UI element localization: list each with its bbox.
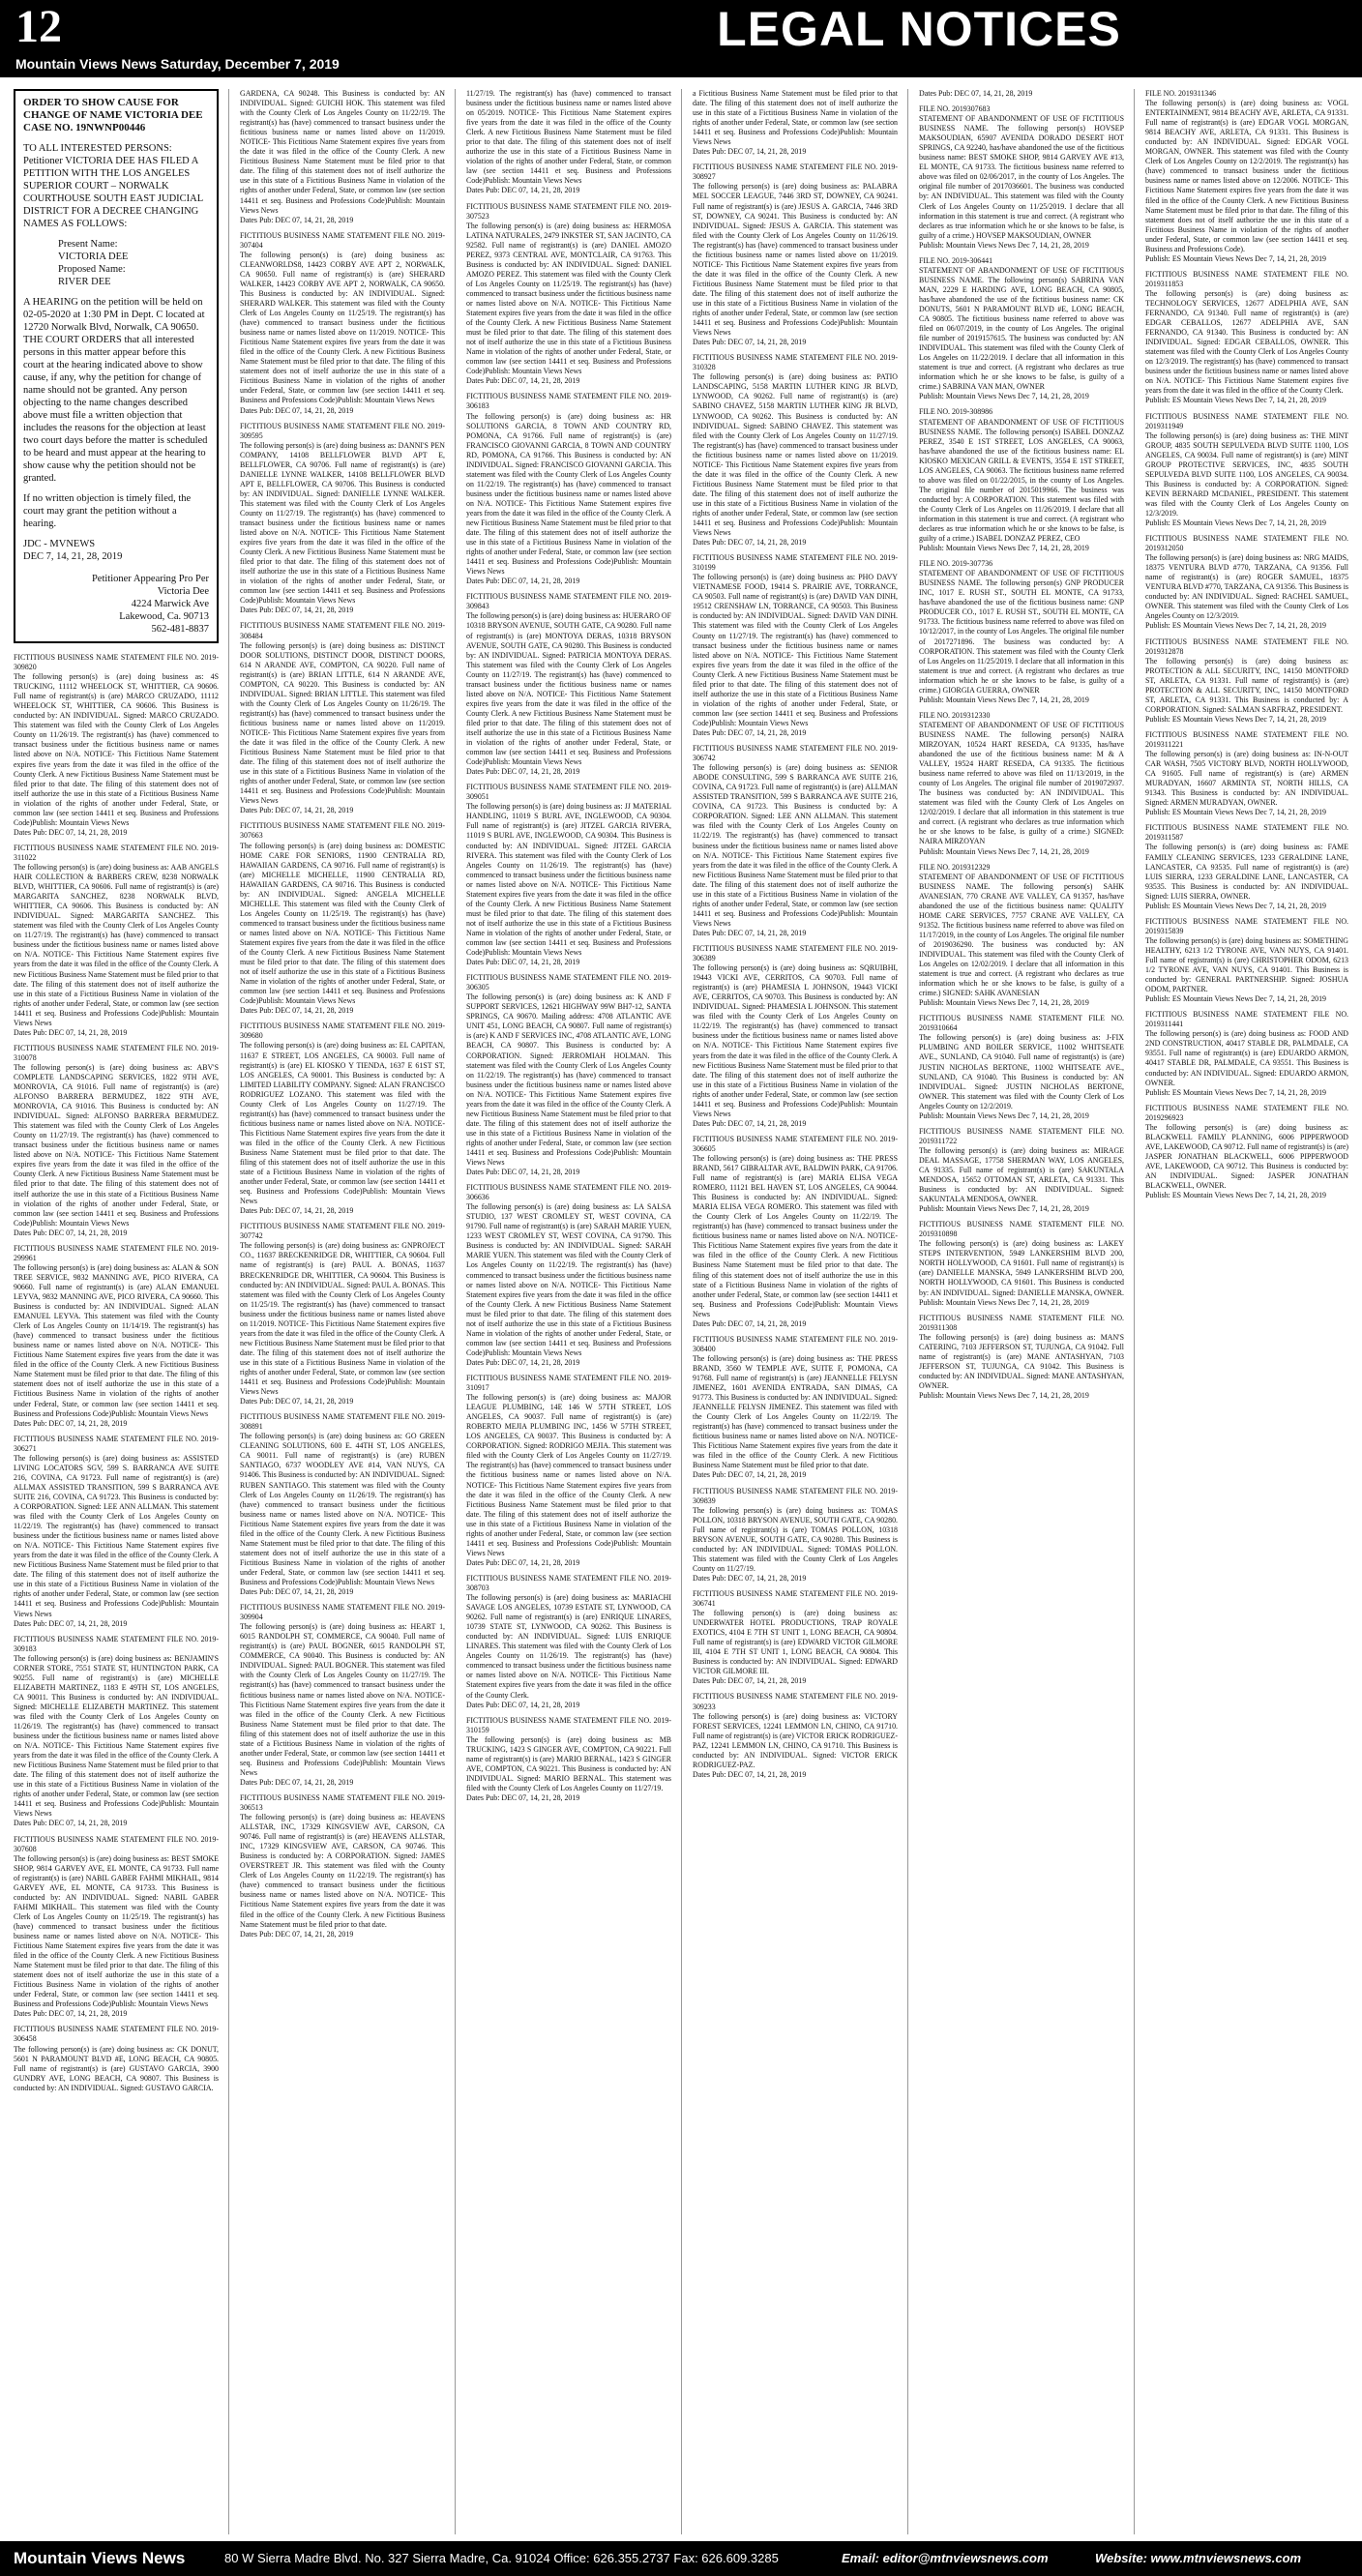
present-name-label: Present Name: <box>58 239 118 250</box>
legal-notice <box>919 1127 1124 1214</box>
page-footer <box>0 2541 1362 2576</box>
notice-pub: Publish: Mountain Views News Dec 7, 14, 21, 28, 2019 <box>919 1204 1089 1214</box>
legal-notice <box>240 1222 445 1406</box>
legal-notice <box>466 592 671 777</box>
notice-pub: Publish: Mountain Views News Dec 7, 14, 21, 28, 2019 <box>919 544 1089 553</box>
notice-columns <box>14 89 1348 2534</box>
notice-pub: Dates Pub: DEC 07, 14, 21, 28, 2019 <box>14 1819 128 1828</box>
notice-title: FICTITIOUS BUSINESS NAME STATEMENT FILE NO. 2019-306605 <box>693 1134 898 1153</box>
notice-pub: Dates Pub: DEC 07, 14, 21, 28, 2019 <box>240 215 354 224</box>
legal-notice <box>466 783 671 967</box>
notice-pub: Dates Pub: DEC 07, 14, 21, 28, 2019 <box>693 1318 807 1328</box>
legal-notice <box>919 1220 1124 1307</box>
notice-pub: Dates Pub: DEC 07, 14, 21, 28, 2019 <box>14 2009 128 2019</box>
notice-title: FICTITIOUS BUSINESS NAME STATEMENT FILE NO. 2019-306183 <box>466 392 671 411</box>
column-3-notices <box>466 89 671 1803</box>
notice-body: The following person(s) is (are) doing business as: CLEANWORLDS8, 14423 CORBY AVE APT 2, NORWALK, CA 90650. Full name of registrant(s) is (are) SHERARD WALKER, 14423 CORBY AVE APT 2, NORWALK, CA 90650. This Business is conducted by: AN INDIVIDUAL. Signed: SHERARD WALKER. This statement was filed with the County Clerk of Los Angeles County on 11/25/19. The registrant(s) has (have) commenced to transact business under the fictitious business name or names listed above on 11/2019. NOTICE- This Fictitious Name Statement expires five years from the date it was filed in the office of the County Clerk. A new Fictitious Business Name Statement must be filed prior to that date. The filing of this statement does not of itself authorize the use in this state of a Fictitious Business Name in violation of the rights of another under Federal, State, or common law (see section 14411 et seq. Business and Professions Code)Publish: Mountain Views News <box>240 250 445 405</box>
notice-body: The following person(s) is (are) doing business as: PALABRA MEL SOCCER LEAGUE, 7446 3RD ST, DOWNEY, CA 90241. Full name of registrant(s) is (are) JESUS A. GARCIA, 7446 3RD ST, DOWNEY, CA 90241. This Business is conducted by: AN INDIVIDUAL. Signed: JESUS A. GARCIA. This statement was filed with the County Clerk of Los Angeles County on 11/26/19. The registrant(s) has (have) commenced to transact business under the fictitious business name or names listed above on 11/2019. NOTICE- This Fictitious Name Statement expires five years from the date it was filed in the office of the County Clerk. A new Fictitious Business Name Statement must be filed prior to that date. The filing of this statement does not of itself authorize the use in this state of a Fictitious Business Name in violation of the rights of another under Federal, State, or common law (see section 14411 et seq. Business and Professions Code)Publish: Mountain Views News <box>693 182 898 338</box>
column-divider <box>907 89 908 2534</box>
notice-pub: Publish: Mountain Views News Dec 7, 14, 21, 28, 2019 <box>919 1110 1089 1120</box>
legal-notice <box>693 1589 898 1686</box>
legal-notice <box>240 89 445 225</box>
column-2 <box>240 89 445 2534</box>
notice-title: FICTITIOUS BUSINESS NAME STATEMENT FILE NO. 2019-309904 <box>240 1603 445 1622</box>
petitioner-phone: 562-481-8837 <box>151 624 209 635</box>
legal-notice <box>240 1412 445 1597</box>
legal-notice <box>1145 637 1348 725</box>
notice-pub: Publish: ES Mountain Views News Dec 7, 14, 21, 28, 2019 <box>1145 994 1326 1004</box>
legal-notice <box>1145 1010 1348 1097</box>
notice-title: FICTITIOUS BUSINESS NAME STATEMENT FILE NO. 2019-306458 <box>14 2025 219 2044</box>
column-5 <box>919 89 1124 2534</box>
petitioner-label: Petitioner Appearing Pro Per <box>91 574 209 584</box>
legal-notice <box>919 256 1124 402</box>
notice-body: The following person(s) is (are) doing business as: PHO DAVY VIETNAMESE FOOD, 19414 S. PRAIRIE AVE, TORRANCE, CA 90503. Full name of registrant(s) is (are) DAVID VAN DINH, 19512 CRENSHAW LN, TORRANCE, CA 90503. This Business is conducted by: AN INDIVIDUAL. Signed: DAVID VAN DINH. This statement was filed with the County Clerk of Los Angeles County on 11/27/19. The registrant(s) has (have) commenced to transact business under the fictitious business name or names listed above on N/A. NOTICE- This Fictitious Name Statement expires five years from the date it was filed in the office of the County Clerk. A new Fictitious Business Name Statement must be filed prior to that date. The filing of this statement does not of itself authorize the use in this state of a Fictitious Business Name in violation of the rights of another under Federal, State, or common law (see section 14411 et seq. Business and Professions Code)Publish: Mountain Views News <box>693 573 898 727</box>
notice-pub: Publish: ES Mountain Views News Dec 7, 14, 21, 28, 2019 <box>1145 621 1326 631</box>
notice-body: STATEMENT OF ABANDONMENT OF USE OF FICTITIOUS BUSINESS NAME. The following person(s) SABRINA VAN MAN, 2229 E HARDING AVE, LONG BEACH, CA 90805, has/have abandoned the use of the fictitious business name: CK DONUTS, 5601 N PARAMOUNT BLVD #E, LONG BEACH, CA 90805. The fictitious business name referred to above was filed on 06/07/2019, in the county of Los Angeles. The original file number of 2019157615. The business was conducted by: AN INDIVIDUAL. This statement was filed with the County Clerk of Los Angeles on 11/22/2019. I declare that all information in this statement is true and correct. (A registrant who declares as true information which he or she knows to be false, is guilty of a crime.) SABRINA VAN MAN, OWNER <box>919 265 1124 392</box>
notice-title: FICTITIOUS BUSINESS NAME STATEMENT FILE NO. 2019311441 <box>1145 1010 1348 1029</box>
notice-pub: Dates Pub: DEC 07, 14, 21, 28, 2019 <box>240 806 354 815</box>
notice-body: The following person(s) is (are) doing business as: SQRUIBHI, 19443 VICKI AVE, CERRITOS, CA 90703. Full name of registrant(s) is (are) PHAMESIA L JOHNSON, 19443 VICKI AVE, CERRITOS, CA 90703. This Business is conducted by: AN INDIVIDUAL. Signed: PHAMESIA L JOHNSON. This statement was filed with the County Clerk of Los Angeles County on 11/22/19. The registrant(s) has (have) commenced to transact business under the fictitious business name or names listed above on N/A. NOTICE- This Fictitious Name Statement expires five years from the date it was filed in the office of the County Clerk. A new Fictitious Business Name Statement must be filed prior to that date. The filing of this statement does not of itself authorize the use in this state of a Fictitious Business Name in violation of the rights of another under Federal, State, or common law (see section 14411 et seq. Business and Professions Code)Publish: Mountain Views News <box>693 963 898 1118</box>
order-heading: ORDER TO SHOW CAUSE FOR CHANGE OF NAME VICTORIA DEE CASE NO. 19NWNP00446 <box>23 97 203 133</box>
notice-body: The following person(s) is (are) doing business as: FOOD AND 2ND CONSTRUCTION, 40417 STABLE DR, PALMDALE, CA 93551. Full name of registrant(s) is (are) EDUARDO ARMON, 40417 STABLE DR, PALMDALE, CA 93551. This Business is conducted by: AN INDIVIDUAL. Signed: EDUARDO ARMON, OWNER. <box>1145 1029 1348 1087</box>
notice-title: FICTITIOUS BUSINESS NAME STATEMENT FILE NO. 2019-309680 <box>240 1022 445 1041</box>
legal-notice <box>240 621 445 815</box>
legal-notice <box>1145 1104 1348 1200</box>
notice-pub: Dates Pub: DEC 07, 14, 21, 28, 2019 <box>240 1206 354 1216</box>
legal-notice <box>919 711 1124 857</box>
page-number: 12 <box>15 1 62 52</box>
notice-body: The following person(s) is (are) doing business as: LAKEY STEPS INTERVENTION, 5949 LANKERSHIM BLVD 200, NORTH HOLLYWOOD, CA 91601. Full name of registrant(s) is (are) DANIELLE MANSKA, 5949 LANKERSHIM BLVD 200, NORTH HOLLYWOOD, CA 91601. This Business is conducted by: AN INDIVIDUAL. Signed: DANIELLE MANSKA, OWNER. <box>919 1239 1124 1297</box>
notice-pub: Publish: Mountain Views News Dec 7, 14, 21, 28, 2019 <box>919 998 1089 1008</box>
notice-pub: Dates Pub: DEC 07, 14, 21, 28, 2019 <box>693 928 807 937</box>
notice-pub: Dates Pub: DEC 07, 14, 21, 28, 2019 <box>14 1027 128 1037</box>
notice-body: 11/27/19. The registrant(s) has (have) commenced to transact business under the fictitious business name or names listed above on 05/2019. NOTICE- This Fictitious Name Statement expires five years from the date it was filed in the office of the County Clerk. A new Fictitious Business Name Statement must be filed prior to that date. The filing of this statement does not of itself authorize the use in this state of a Fictitious Business Name in violation of the rights of another under Federal, State, or common law (see section 14411 et seq. Business and Professions Code)Publish: Mountain Views News <box>466 89 671 186</box>
column-5-notices <box>919 89 1124 1401</box>
legal-notice <box>1145 412 1348 529</box>
notice-body: The following person(s) is (are) doing business as: 4S TRUCKING, 11112 WHEELOCK ST, WHITTIER, CA 90606. Full name of registrant(s) is (are) MARCO CRUZADO, 11112 WHEELOCK ST, WHITTIER, CA 90606. This Business is conducted by: AN INDIVIDUAL. Signed: MARCO CRUZADO. This statement was filed with the County Clerk of Los Angeles County on 11/26/19. The registrant(s) has (have) commenced to transact business under the fictitious business name or names listed above on N/A. NOTICE- This Fictitious Name Statement expires five years from the date it was filed in the office of the County Clerk. A new Fictitious Business Name Statement must be filed prior to that date. The filing of this statement does not of itself authorize the use in this state of a Fictitious Business Name in violation of the rights of another under Federal, State, or common law (see section 14411 et seq. Business and Professions Code)Publish: Mountain Views News <box>14 672 219 827</box>
legal-notice <box>919 1014 1124 1121</box>
notice-pub: Dates Pub: DEC 07, 14, 21, 28, 2019 <box>693 1769 807 1779</box>
legal-notice <box>14 653 219 838</box>
legal-notice <box>1145 534 1348 631</box>
notice-body: The following person(s) is (are) doing business as: LA SALSA STUDIO, 137 WEST CROMLEY ST, WEST COVINA, CA 91790. Full name of registrant(s) is (are) SARAH MARIE YUEN, 1233 WEST CROMLEY ST, WEST COVINA, CA 91790. This Business is conducted by: AN INDIVIDUAL. Signed: SARAH MARIE YUEN. This statement was filed with the County Clerk of Los Angeles County on 11/22/19. The registrant(s) has (have) commenced to transact business under the fictitious business name or names listed above on N/A. NOTICE- This Fictitious Name Statement expires five years from the date it was filed in the office of the County Clerk. A new Fictitious Business Name Statement must be filed prior to that date. The filing of this statement does not of itself authorize the use in this state of a Fictitious Business Name in violation of the rights of another under Federal, State, or common law (see section 14411 et seq. Business and Professions Code)Publish: Mountain Views News <box>466 1202 671 1357</box>
legal-notice <box>1145 89 1348 264</box>
column-4 <box>693 89 898 2534</box>
column-2-notices <box>240 89 445 1939</box>
notice-pub: Publish: ES Mountain Views News Dec 7, 14, 21, 28, 2019 <box>1145 714 1326 724</box>
notice-body: The following person(s) is (are) doing business as: CK DONUT, 5601 N PARAMOUNT BLVD #E, LONG BEACH, CA 90805. Full name of registrant(s) is (are) GUSTAVO GARCIA, 3900 GUNDRY AVE, LONG BEACH, CA 90807. This Business is conducted by: AN INDIVIDUAL. Signed: GUSTAVO GARCIA. <box>14 2044 219 2092</box>
notice-title: FICTITIOUS BUSINESS NAME STATEMENT FILE NO. 2019-310078 <box>14 1043 219 1062</box>
notice-title: FICTITIOUS BUSINESS NAME STATEMENT FILE NO. 2019-308400 <box>693 1334 898 1353</box>
notice-title: FICTITIOUS BUSINESS NAME STATEMENT FILE NO. 2019-306305 <box>466 973 671 992</box>
legal-notice <box>240 422 445 616</box>
notice-pub: Publish: ES Mountain Views News Dec 7, 14, 21, 28, 2019 <box>1145 518 1326 528</box>
notice-body: The following person(s) is (are) doing business as: J-FIX PLUMBING AND BOILER SERVICE, 11002 WHITSEATE AVE., SUNLAND, CA 91040. Full name of registrant(s) is (are) JUSTIN NICHOLAS BERTONE, 11002 WHITSEATE AVE., SUNLAND, CA 91040. This Business is conducted by: AN INDIVIDUAL. Signed: JUSTIN NICHOLAS BERTONE, OWNER. This statement was filed with the County Clerk of Los Angeles County on 12/2/2019. <box>919 1033 1124 1110</box>
notice-title: FICTITIOUS BUSINESS NAME STATEMENT FILE NO. 2019-309820 <box>14 653 219 672</box>
legal-notice <box>466 392 671 586</box>
notice-title: FICTITIOUS BUSINESS NAME STATEMENT FILE NO. 2019-306741 <box>693 1588 898 1609</box>
petitioner-address-1: 4224 Marwick Ave <box>131 599 209 609</box>
notice-body: The following person(s) is (are) doing business as: BENJAMIN'S CORNER STORE, 7551 STATE ST, HUNTINGTON PARK, CA 90255. Full name of registrant(s) is (are) MICHELLE ELIZABETH MARTINEZ, 1183 E 49TH ST, LOS ANGELES, CA 90011. This Business is conducted by: AN INDIVIDUAL. Signed: MICHELLE ELIZABETH MARTINEZ. This statement was filed with the County Clerk of Los Angeles County on 11/26/19. The registrant(s) has (have) commenced to transact business under the fictitious business name or names listed above on N/A. NOTICE- This Fictitious Name Statement expires five years from the date it was filed in the office of the County Clerk. A new Fictitious Business Name Statement must be filed prior to that date. The filing of this statement does not of itself authorize the use in this state of a Fictitious Business Name in violation of the rights of another under Federal, State, or common law (see section 14411 et seq. Business and Professions Code)Publish: Mountain Views News <box>14 1653 219 1819</box>
notice-body: STATEMENT OF ABANDONMENT OF USE OF FICTITIOUS BUSINESS NAME. The following person(s) GNP PRODUCER INC, 1017 E. RUSH ST., SOUTH EL MONTE, CA 91733, has/have abandoned the use of the fictitious business name: GNP PRODUCER CO., 1017 E. RUSH ST., SOUTH EL MONTE, CA 91733. The fictitious business name referred to above was filed on 10/12/2017, in the county of Los Angeles. The original file number of 2017271896. The business was conducted by: A CORPORATION. This statement was filed with the County Clerk of Los Angeles on 11/25/2019. I declare that all information in this statement is true and correct. (A registrant who declares as true information which he or she knows to be false, is guilty of a crime.) GIORGIA GUERRA, OWNER <box>919 569 1124 695</box>
notice-title: FILE NO. 2019-307736 <box>919 559 993 569</box>
footer-address: 80 W Sierra Madre Blvd. No. 327 Sierra Madre, Ca. 91024 Office: 626.355.2737 Fax: 626.609.3285 <box>224 2551 779 2565</box>
legal-notice <box>693 744 898 938</box>
notice-pub: Dates Pub: DEC 07, 14, 21, 28, 2019 <box>14 1228 128 1237</box>
notice-body: The following person(s) is (are) doing business as: EL CAPITAN, 11637 E STREET, LOS ANGELES, CA 90003. Full name of registrant(s) is (are) EL KIOSKO Y TIENDA, 1637 E 61ST ST, LOS ANGELES, CA 90001. This Business is conducted by: A LIMITED LIABILITY COMPANY. Signed: ALAN FRANCISCO RODRIGUEZ LOZANO. This statement was filed with the County Clerk of Los Angeles County on 11/27/19. The registrant(s) has (have) commenced to transact business under the fictitious business name or names listed above on N/A. NOTICE- This Fictitious Name Statement expires five years from the date it was filed in the office of the County Clerk. A new Fictitious Business Name Statement must be filed prior to that date. The filing of this statement does not of itself authorize the use in this state of a Fictitious Business Name in violation of the rights of another under Federal, State, or common law (see section 14411 et seq. Business and Professions Code)Publish: Mountain Views News <box>240 1041 445 1206</box>
notice-body: STATEMENT OF ABANDONMENT OF USE OF FICTITIOUS BUSINESS NAME. The following person(s) HOVSEP MAKSOUDIAN, 65907 AVENIDA DORADO DESERT HOT SPRINGS, CA 92240, has/have abandoned the use of the fictitious business name: BEST SMOKE SHOP, 9814 GARVEY AVE #13, EL MONTE, CA 91733. The fictitious business name referred to above was filed on 02/06/2017, in the county of Los Angeles. The original file number of 2017036601. The business was conducted by: AN INDIVIDUAL. This statement was filed with the County Clerk of Los Angeles County on 11/25/2019. I declare that all information in this statement is true and correct. (A registrant who declares as true information which he or she knows to be false, is guilty of a crime.) HOVSEP MAKSOUDIAN, OWNER <box>919 114 1124 240</box>
notice-pub: Dates Pub: DEC 07, 14, 21, 28, 2019 <box>240 1929 354 1939</box>
notice-title: FILE NO. 2019-306441 <box>919 255 993 265</box>
dateline: Mountain Views News Saturday, December 7, 2019 <box>15 56 340 72</box>
notice-body: The following person(s) is (are) doing business as: UNDERWATER HOTEL PRODUCTIONS, TRAP ROYALE EXOTICS, 4104 E 7TH ST UNIT 1, LONG BEACH, CA 90804. Full name of registrant(s) is (are) EDWARD VICTOR GILMORE III, 4104 E 7TH ST UNIT 1, LONG BEACH, CA 90804. This Business is conducted by: AN INDIVIDUAL. Signed: EDWARD VICTOR GILMORE III. <box>693 1609 898 1676</box>
notice-title: FICTITIOUS BUSINESS NAME STATEMENT FILE NO. 2019-308484 <box>240 621 445 640</box>
legal-notice <box>466 1574 671 1710</box>
notice-title: FICTITIOUS BUSINESS NAME STATEMENT FILE NO. 2019311221 <box>1145 729 1348 749</box>
notice-title: FICTITIOUS BUSINESS NAME STATEMENT FILE NO. 2019311587 <box>1145 823 1348 843</box>
legal-notice <box>693 89 898 157</box>
notice-title: FICTITIOUS BUSINESS NAME STATEMENT FILE NO. 2019310664 <box>919 1014 1124 1033</box>
notice-pub: Publish: Mountain Views News Dec 7, 14, 21, 28, 2019 <box>919 392 1089 401</box>
notice-pub: Publish: ES Mountain Views News Dec 7, 14, 21, 28, 2019 <box>1145 808 1326 817</box>
notice-title: FICTITIOUS BUSINESS NAME STATEMENT FILE NO. 2019-309595 <box>240 421 445 440</box>
notice-pub: Dates Pub: DEC 07, 14, 21, 28, 2019 <box>693 1118 807 1128</box>
notice-title: FICTITIOUS BUSINESS NAME STATEMENT FILE NO. 2019-299961 <box>14 1243 219 1262</box>
legal-notice <box>14 1835 219 2020</box>
legal-notice <box>919 104 1124 251</box>
legal-notice <box>693 1692 898 1779</box>
notice-title: FILE NO. 2019311346 <box>1145 89 1217 98</box>
notice-body: The following person(s) is (are) doing business as: MAJOR LEAGUE PLUMBING, 14E 146 W 57TH STREET, LOS ANGELES, CA 90037. Full name of registrant(s) is (are) ROBERTO MEJIA PLUMBING INC, 1456 W 57TH STREET, LOS ANGELES, CA 90037. This Business is conducted by: A CORPORATION. Signed: RODRIGO MEJIA. This statement was filed with the County Clerk of Los Angeles County on 11/27/19. The registrant(s) has (have) commenced to transact business under the fictitious business name or names listed above on N/A. NOTICE- This Fictitious Name Statement expires five years from the date it was filed in the office of the County Clerk. A new Fictitious Business Name Statement must be filed prior to that date. The filing of this statement does not of itself authorize the use in this state of a Fictitious Business Name in violation of the rights of another under Federal, State, or common law (see section 14411 et seq. Business and Professions Code)Publish: Mountain Views News <box>466 1393 671 1557</box>
notice-pub: Publish: ES Mountain Views News Dec 7, 14, 21, 28, 2019 <box>1145 253 1326 263</box>
notice-body: The following person(s) is (are) doing business as: THE PRESS BRAND, 5617 GIBRALTAR AVE, BALDWIN PARK, CA 91706. Full name of registrant(s) is (are) MARIA ELISA VEGA ROMERO, 11121 BEL HAVEN ST, LOS ANGELES, CA 90044. This Business is conducted by: AN INDIVIDUAL. Signed: MARIA ELISA VEGA ROMERO. This statement was filed with the County Clerk of Los Angeles County on 11/22/19. The registrant(s) has (have) commenced to transact business under the fictitious business name or names listed above on N/A. NOTICE- This Fictitious Name Statement expires five years from the date it was filed in the office of the County Clerk. A new Fictitious Business Name Statement must be filed prior to that date. The filing of this statement does not of itself authorize the use in this state of a Fictitious Business Name in violation of the rights of another under Federal, State, or common law (see section 14411 et seq. Business and Professions Code)Publish: Mountain Views News <box>693 1153 898 1318</box>
section-banner: LEGAL NOTICES <box>717 2 1121 56</box>
legal-notice <box>466 1183 671 1368</box>
notice-body: The following person(s) is (are) doing business as: FAME FAMILY CLEANING SERVICES, 1233 GERALDINE LANE, LANCASTER, CA 93535. Full name of registrant(s) is (are) LUIS SIERRA, 1233 GERALDINE LANE, LANCASTER, CA 93535. This Business is conducted by: AN INDIVIDUAL. Signed: LUIS SIERRA, OWNER. <box>1145 843 1348 901</box>
notice-title: FILE NO. 2019307683 <box>919 104 991 114</box>
notice-title: FICTITIOUS BUSINESS NAME STATEMENT FILE NO. 2019-309843 <box>466 592 671 611</box>
page-header <box>0 0 1362 77</box>
legal-notice <box>240 1022 445 1216</box>
notice-body: GARDENA, CA 90248. This Business is conducted by: AN INDIVIDUAL. Signed: GUICHI HOK. This statement was filed with the County Clerk of Los Angeles County on 11/22/19. The registrant(s) has (have) commenced to transact business under the fictitious business name or names listed above on 11/2019. NOTICE- This Fictitious Name Statement expires five years from the date it was filed in the office of the County Clerk. A new Fictitious Business Name Statement must be filed prior to that date. The filing of this statement does not of itself authorize the use in this state of a Fictitious Business Name in violation of the rights of another under Federal, State, or common law (see section 14411 et seq. Business and Professions Code)Publish: Mountain Views News <box>240 89 445 215</box>
notice-body: a Fictitious Business Name Statement must be filed prior to that date. The filing of this statement does not of itself authorize the use in this state of a Fictitious Business Name in violation of the rights of another under Federal, State, or common law (see section 14411 et seq. Business and Professions Code)Publish: Mountain Views News <box>693 89 898 147</box>
legal-notice <box>240 231 445 416</box>
notice-title: FICTITIOUS BUSINESS NAME STATEMENT FILE NO. 2019-309183 <box>14 1634 219 1653</box>
notice-body: The following person(s) is (are) doing business as: MAN'S CATERING, 7103 JEFFERSON ST, TUJUNGA, CA 91042. Full name of registrant(s) is (are) MANE ANTASHYAN, 7103 JEFFERSON ST, TUJUNGA, CA 91042. This Business is conducted by: AN INDIVIDUAL. Signed: MANE ANTASHYAN, OWNER. <box>919 1332 1124 1390</box>
column-divider <box>455 89 456 2534</box>
notice-pub: Publish: Mountain Views News Dec 7, 14, 21, 28, 2019 <box>919 695 1089 704</box>
notice-body: The following person(s) is (are) doing business as: ASSISTED LIVING LOCATORS SGV, 599 S. BARRANCA AVE SUITE 216, COVINA, CA 91723. Full name of registrant(s) is (are) ALLMAX ASSISTED TRANSITION, 599 S BARRANCA AVE SUITE 216, COVINA, CA 91723. This Business is conducted by: A CORPORATION. Signed: LEE ANN ALLMAN. This statement was filed with the County Clerk of Los Angeles County on 11/22/19. The registrant(s) has (have) commenced to transact business under the fictitious business name or names listed above on N/A. NOTICE- This Fictitious Name Statement expires five years from the date it was filed in the office of the County Clerk. A new Fictitious Business Name Statement must be filed prior to that date. The filing of this statement does not of itself authorize the use in this state of a Fictitious Business Name in violation of the rights of another under Federal, State, or common law (see section 14411 et seq. Business and Professions Code)Publish: Mountain Views News <box>14 1453 219 1618</box>
order-dates: DEC 7, 14, 21, 28, 2019 <box>23 551 123 562</box>
notice-title: FICTITIOUS BUSINESS NAME STATEMENT FILE NO. 2019-306389 <box>693 943 898 963</box>
notice-title: FICTITIOUS BUSINESS NAME STATEMENT FILE NO. 2019-310328 <box>693 353 898 372</box>
notice-body: The following person(s) is (are) doing business as: BLACKWELL FAMILY PLANNING, 6006 PIPPERWOOD AVE, LAKEWOOD, CA 90712. Full name of registrant(s) is (are) JASPER JONATHAN BLACKWELL, 6006 PIPPERWOOD AVE, LAKEWOOD, CA 90712. This Business is conducted by: AN INDIVIDUAL. Signed: JASPER JONATHAN BLACKWELL, OWNER. <box>1145 1122 1348 1191</box>
notice-body: The following person(s) is (are) doing business as: TOMAS POLLON, 10318 BRYSON AVENUE, SOUTH GATE, CA 90280. Full name of registrant(s) is (are) TOMAS POLLON, 10318 BRYSON AVENUE, SOUTH GATE, CA 90280. This Business is conducted by: AN INDIVIDUAL. Signed: TOMAS POLLON. This statement was filed with the County Clerk of Los Angeles County on 11/27/19. <box>693 1505 898 1573</box>
notice-body: The following person(s) is (are) doing business as: HEART 1, 6015 RANDOLPH ST, COMMERCE, CA 90040. Full name of registrant(s) is (are) PAUL BOGNER, 6015 RANDOLPH ST, COMMERCE, CA 90040. This Business is conducted by: AN INDIVIDUAL. Signed: PAUL BOGNER. This statement was filed with the County Clerk of Los Angeles County on 11/27/19. The registrant(s) has (have) commenced to transact business under the fictitious business name or names listed above on N/A. NOTICE- This Fictitious Name Statement expires five years from the date it was filed in the office of the County Clerk. A new Fictitious Business Name Statement must be filed prior to that date. The filing of this statement does not of itself authorize the use in this state of a Fictitious Business Name in violation of the rights of another under Federal, State, or common law (see section 14411 et seq. Business and Professions Code)Publish: Mountain Views News <box>240 1622 445 1777</box>
notice-body: The following person(s) is (are) doing business as: BEST SMOKE SHOP, 9814 GARVEY AVE, EL MONTE, CA 91733. Full name of registrant(s) is (are) NABIL GABER FAHMI MIKHAIL, 9814 GARVEY AVE, EL MONTE, CA 91733. This Business is conducted by: AN INDIVIDUAL. Signed: NABIL GABER FAHMI MIKHAIL. This statement was filed with the County Clerk of Los Angeles County on 11/25/19. The registrant(s) has (have) commenced to transact business under the fictitious business name or names listed above on N/A. NOTICE- This Fictitious Name Statement expires five years from the date it was filed in the office of the County Clerk. A new Fictitious Business Name Statement must be filed prior to that date. The filing of this statement does not of itself authorize the use in this state of a Fictitious Business Name in violation of the rights of another under Federal, State, or common law (see section 14411 et seq. Business and Professions Code)Publish: Mountain Views News <box>14 1853 219 2009</box>
notice-title: FICTITIOUS BUSINESS NAME STATEMENT FILE NO. 2019310898 <box>919 1220 1124 1239</box>
notice-title: FICTITIOUS BUSINESS NAME STATEMENT FILE NO. 2019311722 <box>919 1126 1124 1145</box>
notice-body: The following person(s) is (are) doing business as: PROTECTION & ALL SECURITY, INC, 14150 MONTFORD ST, ARLETA, CA 91331. Full name of registrant(s) is (are) PROTECTION & ALL SECURITY, INC, 14150 MONTFORD ST, ARLETA, CA 91331. This Business is conducted by: A CORPORATION. Signed: SALMAN SARFRAZ, PRESIDENT. <box>1145 656 1348 714</box>
notice-pub: Dates Pub: DEC 07, 14, 21, 28, 2019 <box>240 1587 354 1597</box>
notice-title: FILE NO. 2019312330 <box>919 710 991 720</box>
legal-notice <box>919 1314 1124 1401</box>
notice-pub: Publish: Mountain Views News Dec 7, 14, 21, 28, 2019 <box>919 1391 1089 1400</box>
column-divider <box>681 89 682 2534</box>
proposed-name-label: Proposed Name: <box>58 264 126 275</box>
notice-title: FICTITIOUS BUSINESS NAME STATEMENT FILE NO. 2019-310159 <box>466 1715 671 1734</box>
legal-notice <box>14 1044 219 1238</box>
notice-title: FILE NO. 2019-308986 <box>919 407 993 417</box>
legal-notice <box>1145 730 1348 817</box>
notice-title: FICTITIOUS BUSINESS NAME STATEMENT FILE NO. 2019-307404 <box>240 230 445 250</box>
notice-body: The following person(s) is (are) doing business as: NRG MAIDS, 18375 VENTURA BLVD #770, TARZANA, CA 91356. Full name of registrant(s) is (are) ROGER SAMUEL, 18375 VENTURA BLVD #770, TARZANA, CA 91356. This Business is conducted by: AN INDIVIDUAL. Signed: RACHEL SAMUEL, OWNER. This statement was filed with the County Clerk of Los Angeles County on 12/3/2019. <box>1145 553 1348 621</box>
notice-body: The following person(s) is (are) doing business as: GO GREEN CLEANING SOLUTIONS, 600 E. 44TH ST, LOS ANGELES, CA 90011. Full name of registrant(s) is (are) RUBEN SANTIAGO, 6737 WOODLEY AVE #14, VAN NUYS, CA 91406. This Business is conducted by: AN INDIVIDUAL. Signed: RUBEN SANTIAGO. This statement was filed with the County Clerk of Los Angeles County on 11/26/19. The registrant(s) has (have) commenced to transact business under the fictitious business name or names listed above on N/A. NOTICE- This Fictitious Name Statement expires five years from the date it was filed in the office of the County Clerk. A new Fictitious Business Name Statement must be filed prior to that date. The filing of this statement does not of itself authorize the use in this state of a Fictitious Business Name in violation of the rights of another under Federal, State, or common law (see section 14411 et seq. Business and Professions Code)Publish: Mountain Views News <box>240 1432 445 1586</box>
legal-notice <box>693 1335 898 1481</box>
notice-title: FICTITIOUS BUSINESS NAME STATEMENT FILE NO. 2019-309839 <box>693 1486 898 1505</box>
notice-title: FICTITIOUS BUSINESS NAME STATEMENT FILE NO. 2019-310199 <box>693 553 898 573</box>
notice-title: FICTITIOUS BUSINESS NAME STATEMENT FILE NO. 2019-306513 <box>240 1792 445 1813</box>
notice-title: FICTITIOUS BUSINESS NAME STATEMENT FILE NO. 2019315839 <box>1145 916 1348 935</box>
footer-website[interactable]: Website: www.mtnviewsnews.com <box>1095 2551 1302 2565</box>
notice-body: The following person(s) is (are) doing business as: THE MINT GROUP, 4835 SOUTH SEPULVEDA BLVD SUITE 1100, LOS ANGELES, CA 90034. Full name of registrant(s) is (are) MINT GROUP PROTECTIVE SERVICES, INC, 4835 SOUTH SEPULVEDA BLVD SUITE 1100, LOS ANGELES, CA 90034. This Business is conducted by: A CORPORATION. Signed: KEVIN BERNARD MCDANIEL, PRESIDENT. This statement was filed with the County Clerk of Los Angeles County on 12/3/2019. <box>1145 430 1348 518</box>
notice-body: The following person(s) is (are) doing business as: HUERARO OF 10318 BRYSON AVENUE, SOUTH GATE, CA 90280. Full name of registrant(s) is (are) MONTOYA DERAS, 10318 BRYSON AVENUE, SOUTH GATE, CA 90280. This Business is conducted by: AN INDIVIDUAL. Signed: PATRICIA MONTOYA DERAS. This statement was filed with the County Clerk of Los Angeles County on 11/27/19. The registrant(s) has (have) commenced to transact business under the fictitious business name or names listed above on N/A. NOTICE- This Fictitious Name Statement expires five years from the date it was filed in the office of the County Clerk. A new Fictitious Business Name Statement must be filed prior to that date. The filing of this statement does not of itself authorize the use in this state of a Fictitious Business Name in violation of the rights of another under Federal, State, or common law (see section 14411 et seq. Business and Professions Code)Publish: Mountain Views News <box>466 611 671 767</box>
column-1 <box>14 89 219 2534</box>
notice-pub: Publish: ES Mountain Views News Dec 7, 14, 21, 28, 2019 <box>1145 396 1326 405</box>
notice-body: The following person(s) is (are) doing business as: VOGL ENTERTAINMENT, 9814 BEACHY AVE, ARLETA, CA 91331. Full name of registrant(s) is (are) EDGAR VOGL MORGAN, 9814 BEACHY AVE, ARLETA, CA 91331. This Business is conducted by: AN INDIVIDUAL. Signed: EDGAR VOGL MORGAN, OWNER. This statement was filed with the County Clerk of Los Angeles County on 12/2/2019. The registrant(s) has (have) commenced to transact business under the fictitious business name or names listed above on 12/2006. NOTICE- This Fictitious Name Statement expires five years from the date it was filed in the office of the County Clerk. A new Fictitious Business Name Statement must be filed prior to that date. The filing of this statement does not of itself authorize the use in this state of a Fictitious Business Name in violation of the rights of another under Federal, State, or common law (see section 14411 et seq. Business and Professions Code). <box>1145 99 1348 253</box>
notice-body: The following person(s) is (are) doing business as: MB TRUCKING, 1423 S GINGER AVE, COMPTON, CA 90221. Full name of registrant(s) is (are) MARIO BERNAL, 1423 S GINGER AVE, COMPTON, CA 90221. This Business is conducted by: AN INDIVIDUAL. Signed: MARIO BERNAL. This statement was filed with the County Clerk of Los Angeles County on 11/27/19. <box>466 1734 671 1792</box>
notice-pub: Dates Pub: DEC 07, 14, 21, 28, 2019 <box>693 538 807 548</box>
present-name: VICTORIA DEE <box>58 252 129 262</box>
notice-title: FICTITIOUS BUSINESS NAME STATEMENT FILE NO. 2019-310917 <box>466 1374 671 1393</box>
notice-title: FICTITIOUS BUSINESS NAME STATEMENT FILE NO. 2019-307742 <box>240 1222 445 1241</box>
notice-body: The following person(s) is (are) doing business as: GNPROJECT CO., 11637 BRECKENRIDGE DR, WHITTIER, CA 90604. Full name of registrant(s) is (are) PAUL A. BONAS, 11637 BRECKENRIDGE DR, WHITTIER, CA 90604. This Business is conducted by: AN INDIVIDUAL. Signed: PAUL A. BONAS. This statement was filed with the County Clerk of Los Angeles County on 11/25/19. The registrant(s) has (have) commenced to transact business under the fictitious business name or names listed above on 11/2019. NOTICE- This Fictitious Name Statement expires five years from the date it was filed in the office of the County Clerk. A new Fictitious Business Name Statement must be filed prior to that date. The filing of this statement does not of itself authorize the use in this state of a Fictitious Business Name in violation of the rights of another under Federal, State, or common law (see section 14411 et seq. Business and Professions Code)Publish: Mountain Views News <box>240 1241 445 1397</box>
notice-title: FICTITIOUS BUSINESS NAME STATEMENT FILE NO. 2019311949 <box>1145 411 1348 430</box>
notice-pub: Publish: ES Mountain Views News Dec 7, 14, 21, 28, 2019 <box>1145 1087 1326 1097</box>
notice-pub: Dates Pub: DEC 07, 14, 21, 28, 2019 <box>466 1357 580 1367</box>
notice-body: The following person(s) is (are) doing business as: AAB ANGELS HAIR COLLECTION & BARBERS CREW, 8238 NORWALK BLVD, WHITTIER, CA 90606. Full name of registrant(s) is (are) MARGARITA SANCHEZ, 8238 NORWALK BLVD, WHITTIER, CA 90606. This Business is conducted by: AN INDIVIDUAL. Signed: MARGARITA SANCHEZ. This statement was filed with the County Clerk of Los Angeles County on 11/27/19. The registrant(s) has (have) commenced to transact business under the fictitious business name or names listed above on N/A. NOTICE- This Fictitious Name Statement expires five years from the date it was filed in the office of the County Clerk. A new Fictitious Business Name Statement must be filed prior to that date. The filing of this statement does not of itself authorize the use in this state of a Fictitious Business Name in violation of the rights of another under Federal, State, or common law (see section 14411 et seq. Business and Professions Code)Publish: Mountain Views News <box>14 862 219 1027</box>
notice-body: The following person(s) is (are) doing business as: IN-N-OUT CAR WASH, 7505 VICTORY BLVD, NORTH HOLLYWOOD, CA 91605. Full name of registrant(s) is (are) ARMEN MURADYAN, 16607 ARMINTA ST, NORTH HILLS, CA 91343. This Business is conducted by: AN INDIVIDUAL. Signed: ARMEN MURADYAN, OWNER. <box>1145 750 1348 808</box>
notice-body: The following person(s) is (are) doing business as: JJ MATERIAL HANDLING, 11019 S BURL AVE, INGLEWOOD, CA 90304. Full name of registrant(s) is (are) JITZEL GARCIA RIVERA, 11019 S BURL AVE, INGLEWOOD, CA 90304. This Business is conducted by: AN INDIVIDUAL. Signed: JITZEL GARCIA RIVERA. This statement was filed with the County Clerk of Los Angeles County on 11/26/19. The registrant(s) has (have) commenced to transact business under the fictitious business name or names listed above on N/A. NOTICE- This Fictitious Name Statement expires five years from the date it was filed in the office of the County Clerk. A new Fictitious Business Name Statement must be filed prior to that date. The filing of this statement does not of itself authorize the use in this state of a Fictitious Business Name in violation of the rights of another under Federal, State, or common law (see section 14411 et seq. Business and Professions Code)Publish: Mountain Views News <box>466 802 671 958</box>
judge-signature: JDC - MVNEWS <box>23 539 96 549</box>
notice-pub: Dates Pub: DEC 07, 14, 21, 28, 2019 <box>693 338 807 347</box>
notice-pub: Dates Pub: DEC 07, 14, 21, 28, 2019 <box>693 1470 807 1480</box>
legal-notice <box>693 553 898 738</box>
notice-body: The following person(s) is (are) doing business as: MARIACHI SAVAGE LOS ANGELES, 10739 ESTATE ST, LYNWOOD, CA 90262. Full name of registrant(s) is (are) ENRIQUE LINARES, 10739 STATE ST, LYNWOOD, CA 90262. This Business is conducted by: AN INDIVIDUAL. Signed: LUIS ENRIQUE LINARES. This statement was filed with the County Clerk of Los Angeles County on 11/26/19. The registrant(s) has (have) commenced to transact business under the fictitious business name or names listed above on N/A. NOTICE- This Fictitious Name Statement expires five years from the date it was filed in the office of the County Clerk. <box>466 1593 671 1700</box>
notice-pub: Dates Pub: DEC 07, 14, 21, 28, 2019 <box>14 1618 128 1628</box>
proposed-name: RIVER DEE <box>58 277 111 287</box>
notice-pub: Dates Pub: DEC 07, 14, 21, 28, 2019 <box>240 405 354 415</box>
notice-pub: Dates Pub: DEC 07, 14, 21, 28, 2019 <box>240 1006 354 1016</box>
notice-pub: Dates Pub: DEC 07, 14, 21, 28, 2019 <box>466 1168 580 1177</box>
legal-notice <box>466 1716 671 1803</box>
notice-title: FICTITIOUS BUSINESS NAME STATEMENT FILE NO. 2019311308 <box>919 1313 1124 1332</box>
notice-title: FICTITIOUS BUSINESS NAME STATEMENT FILE NO. 2019-308703 <box>466 1573 671 1592</box>
notice-pub: Dates Pub: DEC 07, 14, 21, 28, 2019 <box>466 186 580 195</box>
order-to-show-cause <box>14 89 219 643</box>
legal-notice <box>1145 270 1348 406</box>
notice-body: The following person(s) is (are) doing business as: DISTINCT DOOR SOLUTIONS, DISTINCT DOOR, DISTINCT DOORS, 614 N ARANDE AVE, COMPTON, CA 90220. Full name of registrant(s) is (are) BRIAN LITTLE, 614 N ARANDE AVE, COMPTON, CA 90220. This Business is conducted by: AN INDIVIDUAL. Signed: BRIAN LITTLE. This statement was filed with the County Clerk of Los Angeles County on 11/26/19. The registrant(s) has (have) commenced to transact business under the fictitious business name or names listed above on 11/2019. NOTICE- This Fictitious Name Statement expires five years from the date it was filed in the office of the County Clerk. A new Fictitious Business Name Statement must be filed prior to that date. The filing of this statement does not of itself authorize the use in this state of a Fictitious Business Name in violation of the rights of another under Federal, State, or common law (see section 14411 et seq. Business and Professions Code)Publish: Mountain Views News <box>240 640 445 806</box>
notice-body: The following person(s) is (are) doing business as: DANNI'S PEN COMPANY, 14108 BELLFLOWER BLVD APT E, BELLFLOWER, CA 90706. Full name of registrant(s) is (are) DANIELLE LYNNE WALKER, 14108 BELLFLOWER BLVD APT E, BELLFLOWER, CA 90706. This Business is conducted by: AN INDIVIDUAL. Signed: DANIELLE LYNNE WALKER. This statement was filed with the County Clerk of Los Angeles County on 11/27/19. The registrant(s) has (have) commenced to transact business under the fictitious business name or names listed above on N/A. NOTICE- This Fictitious Name Statement expires five years from the date it was filed in the office of the County Clerk. A new Fictitious Business Name Statement must be filed prior to that date. The filing of this statement does not of itself authorize the use in this state of a Fictitious Business Name in violation of the rights of another under Federal, State, or common law (see section 14411 et seq. Business and Professions Code)Publish: Mountain Views News <box>240 440 445 606</box>
notice-pub: Dates Pub: DEC 07, 14, 21, 28, 2019 <box>240 606 354 615</box>
notice-body: The following person(s) is (are) doing business as: ABV'S COMPLETE LANDSCAPING SERVICES, 1822 9TH AVE, MONROVIA, CA 91016. Full name of registrant(s) is (are) ALFONSO BARRERA BERMUDEZ, 1822 9TH AVE, MONROVIA, CA 91016. This Business is conducted by: AN INDIVIDUAL. Signed: ALFONSO BARRERA BERMUDEZ. This statement was filed with the County Clerk of Los Angeles County on 11/27/19. The registrant(s) has (have) commenced to transact business under the fictitious business name or names listed above on N/A. NOTICE- This Fictitious Name Statement expires five years from the date it was filed in the office of the County Clerk. A new Fictitious Business Name Statement must be filed prior to that date. The filing of this statement does not of itself authorize the use in this state of a Fictitious Business Name in violation of the rights of another under Federal, State, or common law (see section 14411 et seq. Business and Professions Code)Publish: Mountain Views News <box>14 1062 219 1228</box>
notice-pub: Publish: Mountain Views News Dec 7, 14, 21, 28, 2019 <box>919 846 1089 856</box>
notice-pub: Dates Pub: DEC 07, 14, 21, 28, 2019 <box>466 1700 580 1709</box>
notice-pub: Dates Pub: DEC 07, 14, 21, 28, 2019 <box>466 577 580 586</box>
notice-body: The following person(s) is (are) doing business as: TECHNOLOGY SERVICES, 12677 ADELPHIA AVE, SAN FERNANDO, CA 91340. Full name of registrant(s) is (are) EDGAR CEBALLOS, 12677 ADELPHIA AVE, SAN FERNANDO, CA 91340. This Business is conducted by: AN INDIVIDUAL. Signed: EDGAR CEBALLOS, OWNER. This statement was filed with the County Clerk of Los Angeles County on 12/3/2019. The registrant(s) has (have) commenced to transact business under the fictitious business name or names listed above on N/A. NOTICE- This Fictitious Name Statement expires five years from the date it was filed in the office of the County Clerk. <box>1145 288 1348 396</box>
notice-title: FICTITIOUS BUSINESS NAME STATEMENT FILE NO. 2019-306271 <box>14 1434 219 1453</box>
legal-notice <box>14 1244 219 1429</box>
footer-email[interactable]: Email: editor@mtnviewsnews.com <box>842 2551 1049 2565</box>
notice-pub: Dates Pub: DEC 07, 14, 21, 28, 2019 <box>240 1397 354 1406</box>
notice-body: The following person(s) is (are) doing business as: MIRAGE DEAL MASSAGE, 17758 SHERMAN WAY, LOS ANGELES, CA 91335. Full name of registrant(s) is (are) SAKUNTALA MENDOSA, 15652 OTTOMAN ST, ARLETA, CA 91331. This Business is conducted by: AN INDIVIDUAL. Signed: SAKUNTALA MENDOSA, OWNER. <box>919 1145 1124 1204</box>
legal-notice <box>693 1487 898 1584</box>
notice-title: FICTITIOUS BUSINESS NAME STATEMENT FILE NO. 2019-306742 <box>693 744 898 763</box>
legal-notice <box>466 202 671 387</box>
petitioner-name: Victoria Dee <box>157 586 209 597</box>
notice-body: The following person(s) is (are) doing business as: ALAN & SON TREE SERVICE, 9832 MANNING AVE, PICO RIVERA, CA 90660. Full name of registrant(s) is (are) ALAN EMANUEL LEYVA, 9832 MANNING AVE, PICO RIVERA, CA 90660. This Business is conducted by: AN INDIVIDUAL. Signed: ALAN EMANUEL LEYVA. This statement was filed with the County Clerk of Los Angeles County on 11/14/19. The registrant(s) has (have) commenced to transact business under the fictitious business name or names listed above on N/A. NOTICE- This Fictitious Name Statement expires five years from the date it was filed in the office of the County Clerk. A new Fictitious Business Name Statement must be filed prior to that date. The filing of this statement does not of itself authorize the use in this state of a Fictitious Business Name in violation of the rights of another under Federal, State, or common law (see section 14411 et seq. Business and Professions Code)Publish: Mountain Views News <box>14 1262 219 1418</box>
notice-title: FILE NO. 2019312329 <box>919 862 991 872</box>
notice-pub: Dates Pub: DEC 07, 14, 21, 28, 2019 <box>693 147 807 157</box>
notice-pub: Dates Pub: DEC 07, 14, 21, 28, 2019 <box>466 767 580 777</box>
notice-pub: Dates Pub: DEC 07, 14, 21, 28, 2019 <box>693 1676 807 1686</box>
notice-title: FICTITIOUS BUSINESS NAME STATEMENT FILE NO. 2019-308891 <box>240 1412 445 1432</box>
column-6 <box>1145 89 1348 2534</box>
legal-notice <box>240 821 445 1016</box>
notice-body: STATEMENT OF ABANDONMENT OF USE OF FICTITIOUS BUSINESS NAME. The following person(s) SAHK AVANESIAN, 770 CRANE AVE VALLEY, CA 91357, has/have abandoned the use of the fictitious business name: QUALITY HOME CARE SERVICES, 7757 CRANE AVE VALLEY, CA 91352. The fictitious business name referred to above was filed on 11/17/2019, in the county of Los Angeles. The original file number of 2019036290. The business was conducted by: AN INDIVIDUAL. This statement was filed with the County Clerk of Los Angeles on 12/02/2019. I declare that all information in this statement is true and correct. (A registrant who declares as true information which he or she knows to be false, is guilty of a crime.) SIGNED: SAHK AVANESIAN <box>919 872 1124 998</box>
column-divider <box>1134 89 1135 2534</box>
notice-pub: Dates Pub: DEC 07, 14, 21, 28, 2019 <box>240 1777 354 1787</box>
notice-pub: Dates Pub: DEC 07, 14, 21, 28, 2019 <box>466 376 580 386</box>
notice-body: The following person(s) is (are) doing business as: THE PRESS BRAND, 3560 W TEMPLE AVE, SUITE F, POMONA, CA 91768. Full name of registrant(s) is (are) JEANNELLE FELYSN JIMENEZ, 1601 AVENIDA ENTRADA, SAN DIMAS, CA 91773. This Business is conducted by: AN INDIVIDUAL. Signed: JEANNELLE FELYSN JIMENEZ. This statement was filed with the County Clerk of Los Angeles County on 11/22/19. The registrant(s) has (have) commenced to transact business under the fictitious business name or names listed above on N/A. NOTICE- This Fictitious Name Statement expires five years from the date it was filed in the office of the County Clerk. A new Fictitious Business Name Statement must be filed prior to that date. <box>693 1353 898 1470</box>
notice-pub: Publish: ES Mountain Views News Dec 7, 14, 21, 28, 2019 <box>1145 901 1326 910</box>
footer-paper-name: Mountain Views News <box>14 2549 186 2567</box>
column-4-notices <box>693 89 898 1780</box>
legal-notice <box>466 89 671 196</box>
notice-pub: Publish: ES Mountain Views News Dec 7, 14, 21, 28, 2019 <box>1145 1191 1326 1200</box>
name-change-block <box>58 238 209 288</box>
legal-notice <box>1145 917 1348 1004</box>
notice-pub: Dates Pub: DEC 07, 14, 21, 28, 2019 <box>466 1792 580 1802</box>
notice-body: The following person(s) is (are) doing business as: DOMESTIC HOME CARE FOR SENIORS, 11900 CENTRALIA RD, HAWAIIAN GARDENS, CA 90716. Full name of registrant(s) is (are) MICHELLE MICHELLE, 11900 CENTRALIA RD, HAWAIIAN GARDENS, CA 90716. This Business is conducted by: AN INDIVIDUAL. Signed: ANGELA MICHELLE MICHELLE. This statement was filed with the County Clerk of Los Angeles County on 11/25/19. The registrant(s) has (have) commenced to transact business under the fictitious business name or names listed above on N/A. NOTICE- This Fictitious Name Statement expires five years from the date it was filed in the office of the County Clerk. A new Fictitious Business Name Statement must be filed prior to that date. The filing of this statement does not of itself authorize the use in this state of a Fictitious Business Name in violation of the rights of another under Federal, State, or common law (see section 14411 et seq. Business and Professions Code)Publish: Mountain Views News <box>240 841 445 1006</box>
legal-notice <box>919 863 1124 1009</box>
notice-title: FICTITIOUS BUSINESS NAME STATEMENT FILE NO. 2019-307608 <box>14 1834 219 1853</box>
legal-notice <box>693 163 898 347</box>
legal-notice <box>466 973 671 1177</box>
legal-notice <box>693 353 898 548</box>
column-divider <box>228 89 229 2534</box>
notice-title: FICTITIOUS BUSINESS NAME STATEMENT FILE NO. 2019311853 <box>1145 269 1348 288</box>
notice-body: The following person(s) is (are) doing business as: PATIO LANDSCAPING, 5158 MARTIN LUTHER KING JR BLVD, LYNWOOD, CA 90262. Full name of registrant(s) is (are) SABINO CHAVEZ, 5158 MARTIN LUTHER KING JR BLVD, LYNWOOD, CA 90262. This Business is conducted by: AN INDIVIDUAL. Signed: SABINO CHAVEZ. This statement was filed with the County Clerk of Los Angeles County on 11/27/19. The registrant(s) has (have) commenced to transact business under the fictitious business name or names listed above on 11/2019. NOTICE- This Fictitious Name Statement expires five years from the date it was filed in the office of the County Clerk. A new Fictitious Business Name Statement must be filed prior to that date. The filing of this statement does not of itself authorize the use in this state of a Fictitious Business Name in violation of the rights of another under Federal, State, or common law (see section 14411 et seq. Business and Professions Code)Publish: Mountain Views News <box>693 372 898 538</box>
notice-title: FICTITIOUS BUSINESS NAME STATEMENT FILE NO. 2019-309051 <box>466 783 671 802</box>
notice-title: FICTITIOUS BUSINESS NAME STATEMENT FILE NO. 2019-308927 <box>693 163 898 182</box>
notice-title: FICTITIOUS BUSINESS NAME STATEMENT FILE NO. 2019-307523 <box>466 201 671 221</box>
notice-body: The following person(s) is (are) doing business as: VICTORY FOREST SERVICES, 12241 LEMMON LN, CHINO, CA 91710. Full name of registrant(s) is (are) VICTOR ERICK RODRIGUEZ-PAZ, 12241 LEMMON LN, CHINO, CA 91710. This Business is conducted by: AN INDIVIDUAL. Signed: VICTOR ERICK RODRIGUEZ-PAZ. <box>693 1711 898 1769</box>
legal-notice <box>14 844 219 1038</box>
legal-notice <box>240 1793 445 1939</box>
legal-notice <box>693 1135 898 1329</box>
notice-body: STATEMENT OF ABANDONMENT OF USE OF FICTITIOUS BUSINESS NAME. The following person(s) ISABEL DONZAZ PEREZ, 3540 E 1ST STREET, LOS ANGELES, CA 90063, has/have abandoned the use of the fictitious business name: EL KIOSKO MEXICAN GRILL & EVENTS, 3554 E 1ST STREET, LOS ANGELES, CA 90063. The fictitious business name referred to above was filed on 01/22/2015, in the county of Los Angeles. The original file number of 2015019966. The business was conducted by: A CORPORATION. This statement was filed with the County Clerk of Los Angeles on 11/26/2019. I declare that all information in this statement is true and correct. (A registrant who declares as true information which he or she knows to be false, is guilty of a crime.) ISABEL DONZAZ PEREZ, CEO <box>919 417 1124 544</box>
notice-body: The following person(s) is (are) doing business as: K AND F SUPPORT SERVICES, 12621 HIGHWAY 99W BH7-12, SANTA SPRINGS, CA 90670. Mailing address: 4708 ATLANTIC AVE UNIT 451, LONG BEACH, CA 90807. Full name of registrant(s) is (are) K AND F SERVICES INC, 4708 ATLANTIC AVE, LONG BEACH, CA 90807. This Business is conducted by: A CORPORATION. Signed: JERROMIAH HOLMAN. This statement was filed with the County Clerk of Los Angeles County on 11/22/19. The registrant(s) has (have) commenced to transact business under the fictitious business name or names listed above on N/A. NOTICE- This Fictitious Name Statement expires five years from the date it was filed in the office of the County Clerk. A new Fictitious Business Name Statement must be filed prior to that date. The filing of this statement does not of itself authorize the use in this state of a Fictitious Business Name in violation of the rights of another under Federal, State, or common law (see section 14411 et seq. Business and Professions Code)Publish: Mountain Views News <box>466 992 671 1168</box>
petitioner-block <box>23 573 209 636</box>
petitioner-address-2: Lakewood, Ca. 90713 <box>119 611 209 622</box>
legal-notice <box>466 1374 671 1568</box>
notice-body: The following person(s) is (are) doing business as: SENIOR ABODE CONSULTING, 599 S BARRANCA AVE SUITE 216, COVINA, CA 91723. Full name of registrant(s) is (are) ALLMAN ASSISTED TRANSITION, 599 S BARRANCA AVE SUITE 216, COVINA, CA 91723. This Business is conducted by: A CORPORATION. Signed: LEE ANN ALLMAN. This statement was filed with the County Clerk of Los Angeles County on 11/22/19. The registrant(s) has (have) commenced to transact business under the fictitious business name or names listed above on N/A. NOTICE- This Fictitious Name Statement expires five years from the date it was filed in the office of the County Clerk. A new Fictitious Business Name Statement must be filed prior to that date. The filing of this statement does not of itself authorize the use in this state of a Fictitious Business Name in violation of the rights of another under Federal, State, or common law (see section 14411 et seq. Business and Professions Code)Publish: Mountain Views News <box>693 763 898 928</box>
hearing-text: A HEARING on the petition will be held on 02-05-2020 at 1:30 PM in Dept. C located at 12720 Norwalk Blvd, Norwalk, CA 90650. THE COURT ORDERS that all interested persons in this matter appear before this court at the hearing indicated above to show cause, if any, why the petition for change of name should not be granted. Any person objecting to the name changes described above must file a written objection that includes the reasons for the objection at least two court days before the matter is scheduled to be heard and must appear at the hearing to show cause why the petition should not be granted. <box>23 297 208 484</box>
legal-notice <box>919 407 1124 553</box>
notice-body: The following person(s) is (are) doing business as: HEAVENS ALLSTAR, INC, 17329 KINGSVIEW AVE, CARSON, CA 90746. Full name of registrant(s) is (are) HEAVENS ALLSTAR, INC, 17329 KINGSVIEW AVE, CARSON, CA 90746. This Business is conducted by: A CORPORATION. Signed: JAMES OVERSTREET JR. This statement was filed with the County Clerk of Los Angeles County on 11/22/19. The registrant(s) has (have) commenced to transact business under the fictitious business name or names listed above on N/A. NOTICE- This Fictitious Name Statement expires five years from the date it was filed in the office of the County Clerk. A new Fictitious Business Name Statement must be filed prior to that date. <box>240 1813 445 1929</box>
notice-title: FICTITIOUS BUSINESS NAME STATEMENT FILE NO. 2019312878 <box>1145 637 1348 656</box>
notice-pub: Dates Pub: DEC 07, 14, 21, 28, 2019 <box>466 1557 580 1567</box>
notice-pub: Dates Pub: DEC 07, 14, 21, 28, 2019 <box>693 728 807 737</box>
column-3 <box>466 89 671 2534</box>
notice-pub: Dates Pub: DEC 07, 14, 21, 28, 2019 <box>693 1573 807 1583</box>
notice-pub: Dates Pub: DEC 07, 14, 21, 28, 2019 <box>14 1418 128 1428</box>
legal-notice <box>14 2025 219 2092</box>
notice-title: FICTITIOUS BUSINESS NAME STATEMENT FILE NO. 2019312050 <box>1145 534 1348 553</box>
column-1-notices <box>14 653 219 2093</box>
notice-title: FICTITIOUS BUSINESS NAME STATEMENT FILE NO. 2019-306636 <box>466 1183 671 1202</box>
order-intro: TO ALL INTERESTED PERSONS: Petitioner VICTORIA DEE HAS FILED A PETITION WITH THE LOS ANGELES SUPERIOR COURT – NORWALK COURTHOUSE SOUTH EAST JUDICIAL DISTRICT FOR A DECREE CHANGING NAMES AS FOLLOWS: <box>23 143 203 229</box>
notice-pub: Publish: Mountain Views News Dec 7, 14, 21, 28, 2019 <box>919 240 1089 250</box>
legal-notice <box>240 1603 445 1788</box>
notice-title: FICTITIOUS BUSINESS NAME STATEMENT FILE NO. 2019-309233 <box>693 1692 898 1711</box>
legal-notice <box>693 944 898 1129</box>
no-objection-text: If no written objection is timely filed, the court may grant the petition without a hearing. <box>23 493 192 529</box>
notice-body: The following person(s) is (are) doing business as: SOMETHING HEALTHY, 6213 1/2 TYRONE AVE, VAN NUYS, CA 91401. Full name of registrant(s) is (are) CHRISTOPHER ODOM, 6213 1/2 TYRONE AVE, VAN NUYS, CA 91401. This Business is conducted by: GENERAL PARTNERSHIP. Signed: JOSHUA ODOM, PARTNER. <box>1145 935 1348 994</box>
notice-body: The following person(s) is (are) doing business as: HERMOSA LATINA NATURALES, 2479 INKSTER ST, SAN JACINTO, CA 92582. Full name of registrant(s) is (are) DANIEL AMOZO PEREZ, 9373 CENTRAL AVE, MONTCLAIR, CA 91763. This Business is conducted by: AN INDIVIDUAL. Signed: DANIEL AMOZO PEREZ. This statement was filed with the County Clerk of Los Angeles County on 11/25/19. The registrant(s) has (have) commenced to transact business under the fictitious business name or names listed above on N/A. NOTICE- This Fictitious Name Statement expires five years from the date it was filed in the office of the County Clerk. A new Fictitious Business Name Statement must be filed prior to that date. The filing of this statement does not of itself authorize the use in this state of a Fictitious Business Name in violation of the rights of another under Federal, State, or common law (see section 14411 et seq. Business and Professions Code)Publish: Mountain Views News <box>466 221 671 376</box>
legal-notice <box>1145 823 1348 910</box>
notice-body: STATEMENT OF ABANDONMENT OF USE OF FICTITIOUS BUSINESS NAME. The following person(s) NAIRA MIRZOYAN, 10524 HART RESEDA, CA 91335, has/have abandoned the use of the fictitious business name: M & A VALLEY, 19524 HART RESEDA, CA 91335. The fictitious business name referred to above was filed on 11/13/2019, in the county of Los Angeles. The original file number of 2019072937. The business was conducted by: AN INDIVIDUAL. This statement was filed with the County Clerk of Los Angeles on 12/02/2019. I declare that all information in this statement is true and correct. (A registrant who declares as true information which he or she knows to be false, is guilty of a crime.) SIGNED: NAIRA MIRZOYAN <box>919 720 1124 846</box>
notice-title: FICTITIOUS BUSINESS NAME STATEMENT FILE NO. 2019-311022 <box>14 843 219 862</box>
notice-pub: Publish: Mountain Views News Dec 7, 14, 21, 28, 2019 <box>919 1297 1089 1307</box>
notice-body: The following person(s) is (are) doing business as: HR SOLUTIONS GARCIA, 8 TOWN AND COUNTRY RD, POMONA, CA 91766. Full name of registrant(s) is (are) FRANCISCO GIOVANNI GARCIA, 8 TOWN AND COUNTRY RD, POMONA, CA 91766. This Business is conducted by: AN INDIVIDUAL. Signed: FRANCISCO GIOVANNI GARCIA. This statement was filed with the County Clerk of Los Angeles County on 11/22/19. The registrant(s) has (have) commenced to transact business under the fictitious business name or names listed above on N/A. NOTICE- This Fictitious Name Statement expires five years from the date it was filed in the office of the County Clerk. A new Fictitious Business Name Statement must be filed prior to that date. The filing of this statement does not of itself authorize the use in this state of a Fictitious Business Name in violation of the rights of another under Federal, State, or common law (see section 14411 et seq. Business and Professions Code)Publish: Mountain Views News <box>466 411 671 577</box>
legal-notice <box>14 1635 219 1829</box>
legal-notice <box>14 1435 219 1629</box>
legal-notice <box>919 559 1124 705</box>
notice-pub: Dates Pub: DEC 07, 14, 21, 28, 2019 <box>466 958 580 967</box>
notice-body: Dates Pub: DEC 07, 14, 21, 28, 2019 <box>919 89 1033 98</box>
column-6-notices <box>1145 89 1348 1200</box>
notice-title: FICTITIOUS BUSINESS NAME STATEMENT FILE NO. 2019296923 <box>1145 1103 1348 1122</box>
legal-notice <box>919 89 1124 99</box>
notice-title: FICTITIOUS BUSINESS NAME STATEMENT FILE NO. 2019-307663 <box>240 821 445 841</box>
notice-pub: Dates Pub: DEC 07, 14, 21, 28, 2019 <box>14 827 128 837</box>
